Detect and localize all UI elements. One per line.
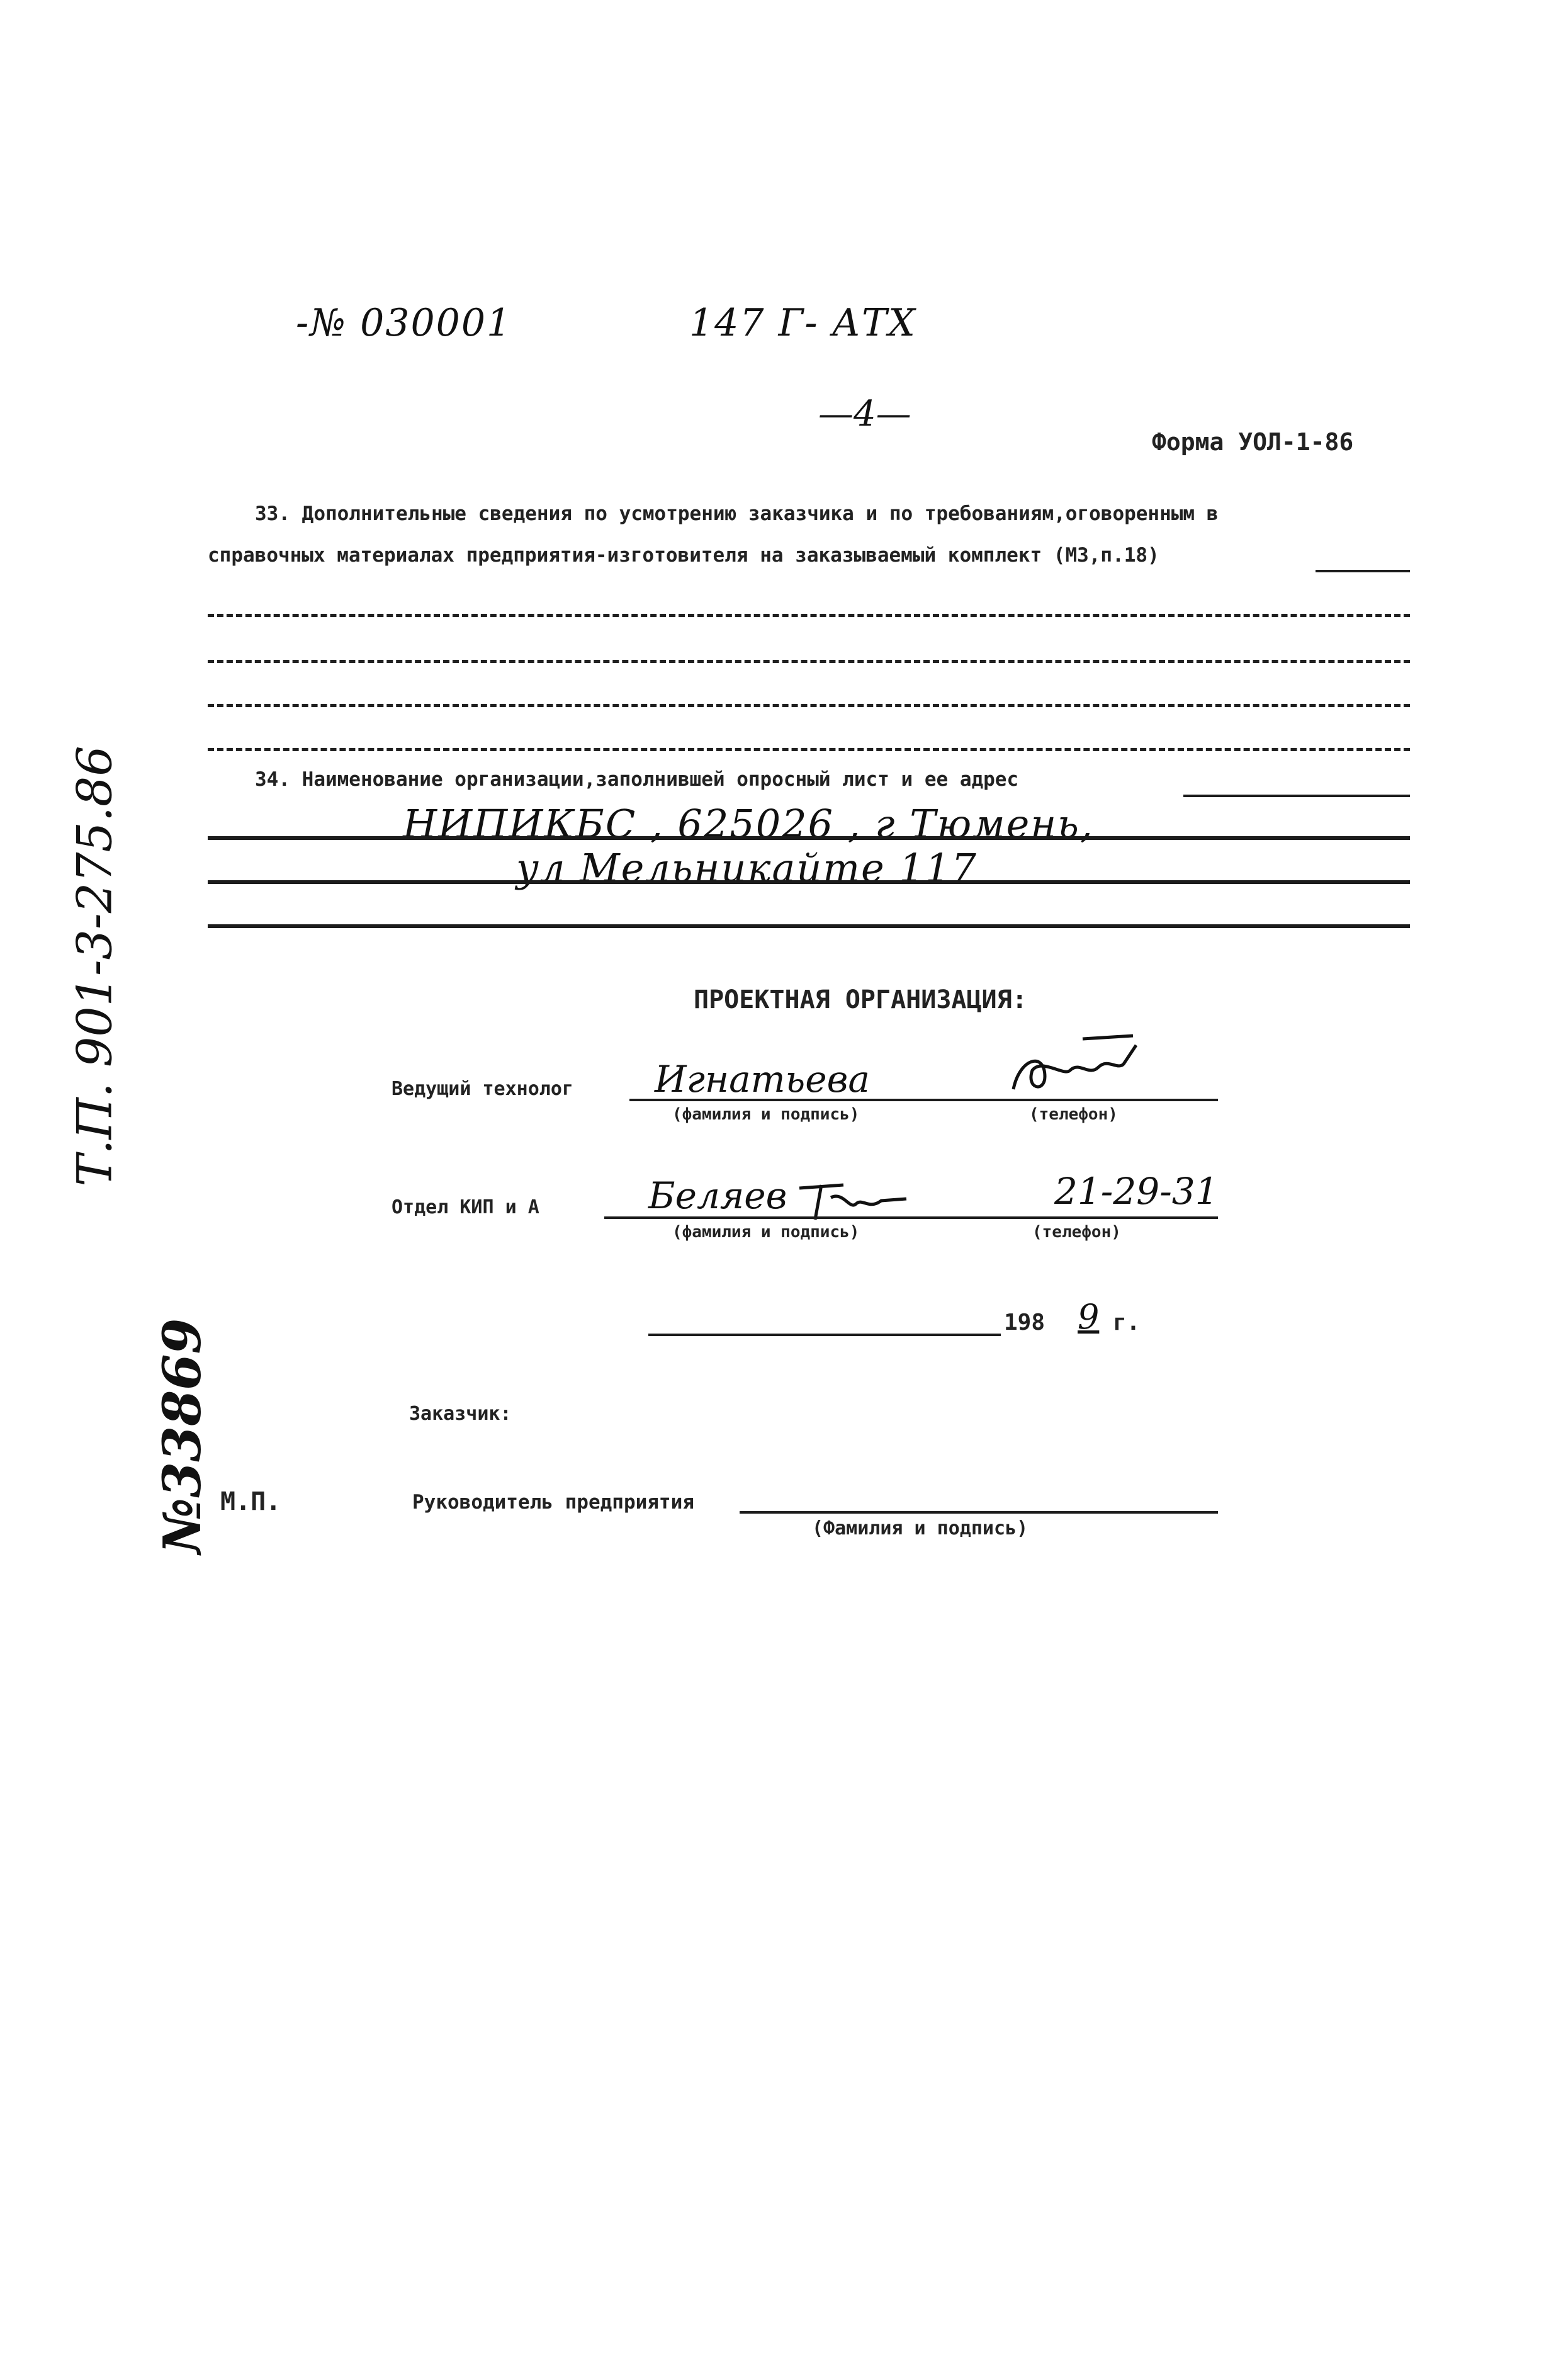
- document-number: -№ 030001: [296, 301, 512, 345]
- document-series: 147 Г- АТХ: [689, 301, 916, 345]
- blank-line-2: [208, 660, 1410, 663]
- section34-fill-line: [1183, 795, 1410, 797]
- side-stamp-text: Т.П. 901-3-275.86: [66, 745, 123, 1187]
- date-year-prefix: 198: [1004, 1310, 1045, 1335]
- lead-tech-label: Ведущий технолог: [392, 1078, 573, 1100]
- date-line: [648, 1334, 1001, 1336]
- seal-label: М.П.: [220, 1487, 281, 1516]
- form-code: Форма УОЛ-1-86: [1152, 428, 1354, 456]
- organization-address-line2: ул Мельникайте 117: [516, 845, 978, 891]
- blank-line-3: [208, 704, 1410, 707]
- section33-fill-line: [1316, 570, 1410, 572]
- dept-label: Отдел КИП и А: [392, 1196, 539, 1218]
- address-line-1: [208, 836, 1410, 840]
- dept-name-line: [604, 1216, 1218, 1219]
- section33-line2: справочных материалах предприятия-изготовителя на заказываемый комплект (МЗ,п.18): [208, 544, 1159, 567]
- blank-line-4: [208, 748, 1410, 751]
- caption-phone-1: (телефон): [1029, 1105, 1118, 1124]
- caption-phone-2: (телефон): [1032, 1223, 1121, 1242]
- page-number: —4—: [818, 394, 911, 434]
- dept-signature: [793, 1172, 913, 1229]
- caption-name-sign-1: (фамилия и подпись): [672, 1105, 860, 1124]
- customer-head-label: Руководитель предприятия: [412, 1491, 694, 1514]
- customer-caption: (Фамилия и подпись): [812, 1517, 1028, 1539]
- date-year-digit: 9: [1078, 1297, 1100, 1337]
- organization-address-line1: НИПИКБС , 625026 , г Тюмень,: [403, 801, 1094, 847]
- customer-head-line: [740, 1511, 1218, 1514]
- side-stamp-number: №33869: [152, 1318, 213, 1554]
- dept-phone: 21-29-31: [1054, 1170, 1219, 1213]
- dept-name: Беляев: [648, 1174, 787, 1217]
- address-line-2: [208, 880, 1410, 884]
- customer-label: Заказчик:: [409, 1403, 512, 1425]
- address-line-3: [208, 924, 1410, 928]
- project-org-heading: ПРОЕКТНАЯ ОРГАНИЗАЦИЯ:: [694, 985, 1027, 1014]
- section34-label: 34. Наименование организации,заполнившей опросный лист и ее адрес: [255, 768, 1019, 791]
- caption-name-sign-2: (фамилия и подпись): [672, 1223, 860, 1242]
- section33-line1: 33. Дополнительные сведения по усмотрению заказчика и по требованиям,оговоренным в: [255, 502, 1219, 525]
- blank-line-1: [208, 614, 1410, 617]
- lead-tech-name: Игнатьева: [655, 1058, 870, 1101]
- date-year-suffix: г.: [1113, 1310, 1141, 1335]
- lead-tech-signature: [1007, 1033, 1146, 1102]
